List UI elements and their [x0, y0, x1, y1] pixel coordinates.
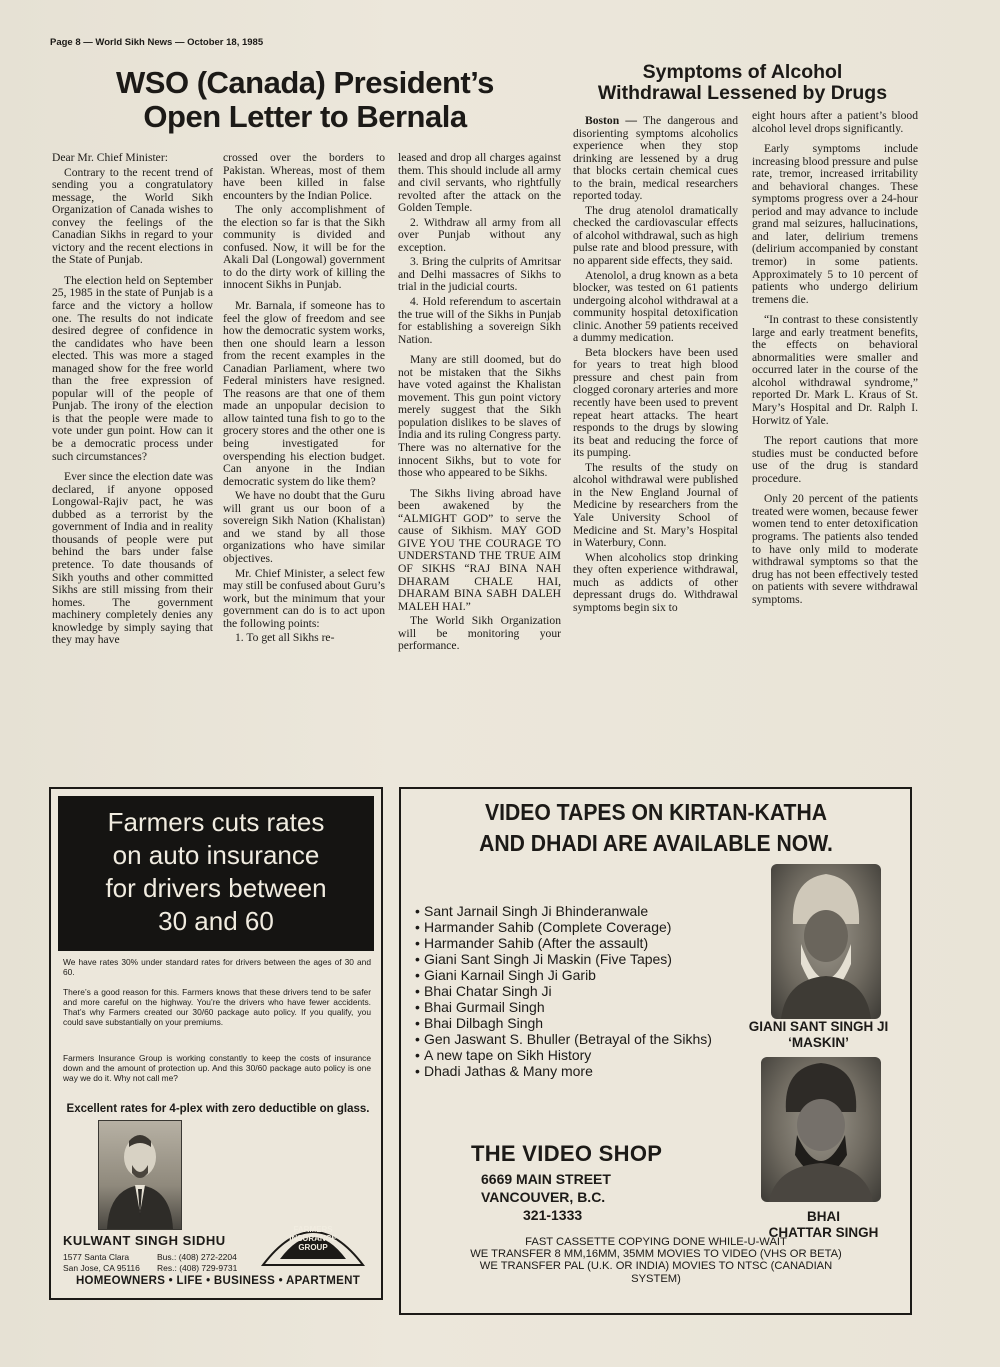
- caption-line: GIANI SANT SINGH JI: [748, 1019, 889, 1034]
- portrait-photo: [761, 1057, 881, 1202]
- paragraph: leased and drop all charges against them. This should include all army and civil servants, who rightfully revolted after the attack on the Golden Temple.: [398, 152, 561, 215]
- service-line: FAST CASSETTE COPYING DONE WHILE-U-WAIT: [525, 1236, 787, 1248]
- agent-name: KULWANT SINGH SIDHU: [63, 1233, 226, 1248]
- logo-text: FARMERS: [293, 1225, 333, 1234]
- business-phone: Bus.: (408) 272-2204: [157, 1252, 237, 1262]
- paragraph: Mr. Barnala, if someone has to feel the glow of freedom and see how the democratic system works, then one should learn a lesson from the recent examples in the Canadian Parliament, where two Federal ministers have resigned. The reasons are that one of them made an unpopular decision to allow tainted tuna fish to go to the grocery stores and the other one is being investigated for overspending his election budget. Can anyone in the Indian democratic system do like them?: [223, 299, 385, 488]
- service-line: WE TRANSFER PAL (U.K. OR INDIA) MOVIES TO NTSC (CANADIAN: [479, 1260, 833, 1273]
- ad-title: [431, 797, 882, 859]
- alcohol-column-1: [573, 115, 738, 779]
- list-item: • Sant Jarnail Singh Ji Bhinderanwale: [415, 903, 715, 919]
- paragraph: eight hours after a patient’s blood alcohol level drops significantly.: [752, 110, 918, 135]
- page-folio: Page 8 — World Sikh News — October 18, 1985: [50, 37, 264, 48]
- paragraph: 1. To get all Sikhs re-: [235, 631, 335, 645]
- paragraph: The World Sikh Organization will be monitoring your performance.: [398, 614, 561, 653]
- paragraph: The report cautions that more studies must be conducted before use of the drug is standard procedure.: [752, 434, 918, 485]
- banner-line: for drivers between: [105, 873, 327, 903]
- ad-footer: HOMEOWNERS • LIFE • BUSINESS • APARTMENT: [75, 1275, 361, 1287]
- headline-line: WSO (Canada) President’s: [116, 65, 494, 100]
- turbaned-man-icon: [771, 864, 881, 1019]
- wso-column-3: [398, 152, 561, 779]
- title-line: AND DHADI ARE AVAILABLE NOW.: [479, 830, 833, 856]
- article-headline-wso: [70, 66, 540, 134]
- paragraph: 2. Withdraw all army from all over Punjab without any exception.: [398, 215, 561, 254]
- farmers-insurance-ad: [49, 787, 383, 1300]
- headline-line: Withdrawal Lessened by Drugs: [597, 82, 888, 104]
- ad-paragraph: We have rates 30% under standard rates for drivers between the ages of 30 and 60.: [63, 957, 371, 977]
- logo-text: INSURANCE: [289, 1234, 337, 1243]
- ad-banner: [58, 796, 374, 951]
- ad-highlight: Excellent rates for 4-plex with zero deductible on glass.: [66, 1103, 370, 1115]
- paragraph: crossed over the borders to Pakistan. Whereas, most of them have been killed in false encounters by the Indian Police.: [223, 152, 385, 202]
- address-line: 1577 Santa Clara: [63, 1252, 130, 1262]
- alcohol-column-2: [752, 110, 918, 779]
- wso-column-1: [52, 152, 213, 779]
- title-line: VIDEO TAPES ON KIRTAN-KATHA: [484, 799, 828, 825]
- paragraph: Beta blockers have been used for years to treat high blood pressure and chest pain from clogged coronary arteries and more recently have been used to prevent repeat heart attacks. The heart responds to the drugs by slowing its beat and reducing the force of its pumping.: [573, 345, 738, 460]
- paragraph: Only 20 percent of the patients treated were women, because fewer women tend to enter detoxification programs. The patients also tended to have only mild to moderate withdrawal symptoms so that the drug has not been effectively tested on patients with severe withdrawal symptoms.: [752, 492, 918, 606]
- banner-line: Farmers cuts rates: [107, 807, 325, 837]
- ad-paragraph: Farmers Insurance Group is working constantly to keep the costs of insurance down and the amount of protection up. And this 30/60 package auto policy is one way we do it. Why not call me?: [63, 1053, 371, 1083]
- list-item: • Harmander Sahib (Complete Coverage): [415, 919, 715, 935]
- list-item: • Giani Karnail Singh Ji Garib: [415, 967, 715, 983]
- dateline: Boston —: [585, 115, 637, 127]
- list-item: • Bhai Chatar Singh Ji: [415, 983, 715, 999]
- paragraph: Ever since the election date was declared, if anyone opposed Longowal-Rajiv pact, he was dubbed as a terrorist by the government of India and in reality thousands of people were put behind the bars under false pretence. To date thousands of Sikh youths and other committed Sikhs are still missing from their homes. The government machinery completely denies any knowledge by simply saying that they may have: [52, 470, 213, 647]
- caption-line: CHATTAR SINGH: [768, 1225, 879, 1240]
- video-shop-ad: [399, 787, 912, 1315]
- paragraph: “In contrast to these consistently large and early treatment benefits, the effects on behavioral abnormalities were smaller and occurred later in the course of the alcohol withdrawal syndrome,” reported Dr. Mark L. Kraus of St. Mary’s Hospital and Dr. Ralph I. Horwitz of Yale.: [752, 313, 918, 427]
- paragraph: We have no doubt that the Guru will grant us our boon of a sovereign Sikh Nation (Khalistan) and we stand by all those organizations who have similar objectives.: [223, 489, 385, 565]
- paragraph: Atenolol, a drug known as a beta blocker, was tested on 61 patients undergoing alcohol withdrawal at a community hospital detoxification clinic. Another 59 patients received a dummy medication.: [573, 268, 738, 345]
- service-line: SYSTEM): [631, 1272, 681, 1285]
- paragraph: The Sikhs living abroad have been awakened by the “ALMIGHT GOD” to serve the cause of Sikhism. MAY GOD GIVE YOU THE COURAGE TO UNDERSTAND THE TRUE AIM OF SIKHS “RAJ BINA NAH DHARAM CHALE HAI, DHARAM BINA SABH DALEH MALEH HAI.”: [398, 486, 561, 613]
- list-item: • Dhadi Jathas & Many more: [415, 1063, 715, 1079]
- agent-address: [63, 1252, 140, 1274]
- paragraph: The election held on September 25, 1985 in the state of Punjab is a farce and the victory a hollow one. The results do not indicate desired degree of confidence in the candidates who have been elected. This was more a staged managed show for the free world than the free expression of popular will of the people of Punjab. The irony of the election is that the people were made to vote under gun point. How can it be a democratic process under such circumstances?: [52, 273, 213, 463]
- caption-line: ‘MASKIN’: [788, 1035, 849, 1050]
- transfer-services: [421, 1236, 891, 1285]
- banner-line: on auto insurance: [112, 840, 320, 870]
- ad-paragraph: There’s a good reason for this. Farmers knows that these drivers tend to be safer and more careful on the highway. You’re the drivers who have fewer accidents. That’s why Farmers created our 30/60 package auto policy. If you qualify, you could save substantially on your premiums.: [63, 987, 371, 1027]
- paragraph: The results of the study on alcohol withdrawal were published in the New England Journal of Medicine by researchers from the Yale University School of Medicine and St. Mary’s Hospital in Waterbury, Conn.: [573, 460, 738, 550]
- address-line: San Jose, CA 95116: [63, 1263, 140, 1273]
- headline-line: Symptoms of Alcohol: [642, 61, 843, 83]
- portrait-photo: [771, 864, 881, 1019]
- paragraph: The dangerous and disorienting symptoms alcoholics experience when they stop drinking are lessened by a drug that blocks certain chemical cues to the brain, medical researchers reported today.: [573, 115, 738, 203]
- paragraph: Contrary to the recent trend of sending you a congratulatory message, the World Sikh Organization of Canada wishes to convey the feelings of the Canadian Sikhs in regard to your victory and the recent elections in the State of Punjab.: [52, 165, 213, 267]
- shop-address: 6669 MAIN STREET: [481, 1171, 611, 1187]
- paragraph: When alcoholics stop drinking they often experience withdrawal, much as addicts of other depressant drugs do. Withdrawal symptoms begin six to: [573, 550, 738, 614]
- paragraph: The only accomplishment of the election so far is that the Sikh community is divided and confused. Now, it will be for the Akali Dal (Longowal) government to do the dirty work of killing the innocent Sikhs in Punjab.: [223, 203, 385, 292]
- list-item: • Gen Jaswant S. Bhuller (Betrayal of the Sikhs): [415, 1031, 715, 1047]
- person-silhouette-icon: [99, 1121, 181, 1229]
- portrait-caption: [721, 1019, 916, 1051]
- shop-phone: 321-1333: [523, 1207, 583, 1223]
- paragraph: Many are still doomed, but do not be mistaken that the Sikhs have voted against the Khalistan movement. This gun point victory merely suggest that the Sikh population dislikes to be slaves of India and its ruling Congress party. There was no alternative for the innocent Sikhs, but to vote for those who appeared to be Sikhs.: [398, 353, 561, 480]
- wso-column-2: [223, 152, 385, 779]
- headline-line: Open Letter to Bernala: [143, 99, 467, 134]
- paragraph: 3. Bring the culprits of Amritsar and Delhi massacres of Sikhs to trial in the judicial courts.: [398, 255, 561, 294]
- residence-phone: Res.: (408) 729-9731: [157, 1263, 238, 1273]
- paragraph: 4. Hold referendum to ascertain the true will of the Sikhs in Punjab for establishing a sovereign Sikh Nation.: [398, 295, 561, 346]
- shop-city: VANCOUVER, B.C.: [481, 1189, 606, 1205]
- tape-list: [415, 903, 715, 1079]
- paragraph: The drug atenolol dramatically checked the cardiovascular effects of alcohol withdrawal, such as high pulse rate and blood pressure, with no apparent side effects, they said.: [573, 203, 738, 268]
- agent-photo: [98, 1120, 182, 1230]
- caption-line: BHAI: [807, 1209, 840, 1224]
- paragraph: Mr. Chief Minister, a select few may still be confused about Guru’s work, but the minimum that your government can do is to act upon the following points:: [223, 566, 385, 630]
- list-item: • Bhai Gurmail Singh: [415, 999, 715, 1015]
- article-headline-alcohol: [575, 62, 910, 104]
- paragraph: Early symptoms include increasing blood pressure and pulse rate, tremor, increased irritability and behavioral changes. These symptoms progress over a 24-hour period and may advance to include grand mal seizures, hallucinations, and later, delirium tremens (delirium accompanied by constant tremor) in some patients. Approximately 5 to 10 percent of patients who undergo delirium tremens die.: [752, 142, 918, 306]
- turbaned-man-icon: [761, 1057, 881, 1202]
- shop-name: THE VIDEO SHOP: [471, 1141, 663, 1166]
- paragraph: Dear Mr. Chief Minister:: [52, 152, 168, 164]
- list-item: • Harmander Sahib (After the assault): [415, 935, 715, 951]
- banner-line: 30 and 60: [158, 906, 274, 936]
- list-item: • Giani Sant Singh Ji Maskin (Five Tapes): [415, 951, 715, 967]
- list-item: • A new tape on Sikh History: [415, 1047, 715, 1063]
- agent-phones: [157, 1252, 237, 1274]
- logo-text: GROUP: [298, 1243, 328, 1252]
- farmers-logo-icon: [258, 1209, 368, 1271]
- service-line: WE TRANSFER 8 MM,16MM, 35MM MOVIES TO VIDEO (VHS OR BETA): [470, 1248, 842, 1261]
- list-item: • Bhai Dilbagh Singh: [415, 1015, 715, 1031]
